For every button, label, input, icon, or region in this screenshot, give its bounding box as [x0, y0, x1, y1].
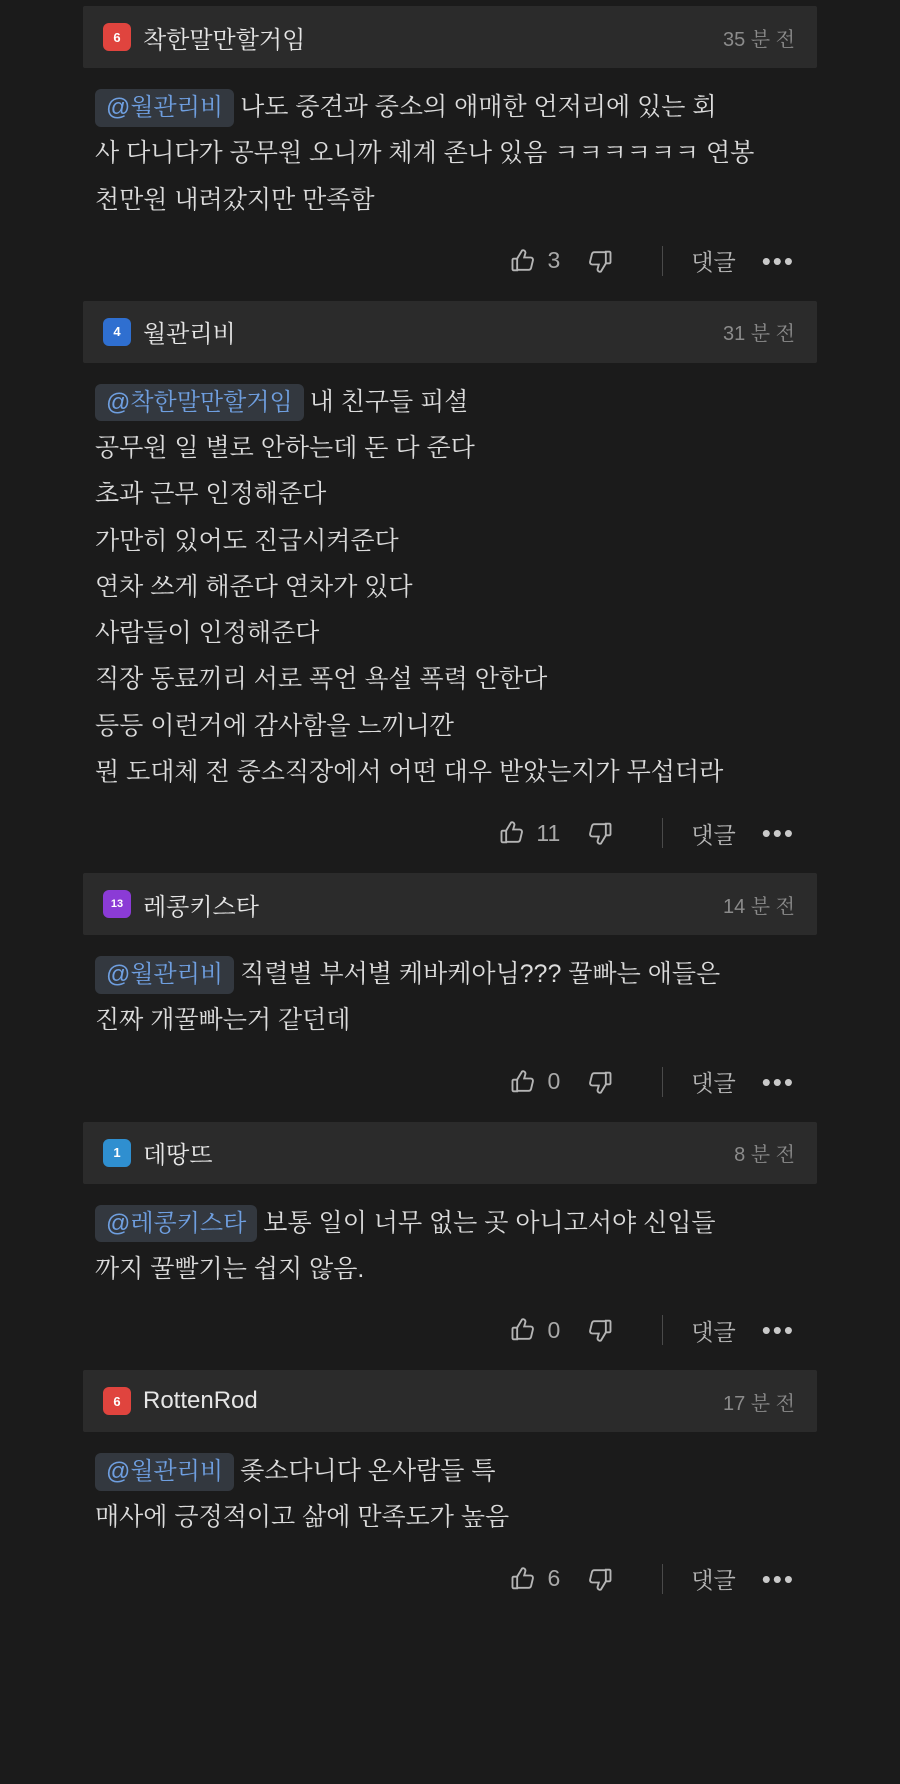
comment-timestamp: 17 분 전 — [723, 1392, 795, 1415]
mention-tag[interactable]: @레콩키스타 — [95, 1205, 257, 1243]
mention-tag[interactable]: @착한말만할거임 — [95, 384, 304, 422]
comment-text-line: 사람들이 인정해준다 — [95, 619, 320, 647]
reply-button[interactable]: 댓글 — [691, 1567, 736, 1593]
thumbs-up-icon — [509, 1316, 537, 1344]
user-level-badge-icon: 4 — [103, 318, 131, 346]
more-options-icon[interactable]: ••• — [761, 1066, 795, 1097]
comment-actions — [0, 1292, 817, 1356]
comment-author-group — [103, 314, 236, 349]
user-level-badge-icon: 1 — [103, 1139, 131, 1167]
comment-body — [0, 935, 900, 1044]
comment-timestamp: 31 분 전 — [723, 323, 795, 346]
comment-header[interactable] — [83, 1370, 817, 1432]
comment-text-line: 진짜 개꿀빠는거 같던데 — [95, 1006, 351, 1035]
comment-text-line: 매사에 긍정적이고 삶에 만족도가 높음 — [95, 1503, 510, 1532]
comment-text-line: 까지 꿀빨기는 쉽지 않음. — [95, 1254, 365, 1283]
comment-text-line: 직장 동료끼리 서로 폭언 욕설 폭력 안한다 — [95, 665, 548, 694]
more-options-icon[interactable]: ••• — [761, 818, 795, 848]
like-count: 0 — [547, 1316, 561, 1343]
comment-actions — [0, 1541, 817, 1605]
comment-item — [0, 301, 900, 859]
comment-author-name[interactable]: 레콩키스타 — [143, 893, 259, 921]
reply-button[interactable]: 댓글 — [691, 249, 736, 276]
like-button[interactable] — [509, 1068, 560, 1096]
comment-text-line: 내 친구들 피셜 — [309, 387, 469, 416]
user-level-badge-icon: 13 — [103, 890, 131, 918]
comment-item — [0, 873, 900, 1108]
like-button[interactable] — [498, 819, 560, 847]
like-button[interactable] — [509, 247, 560, 275]
thumbs-up-icon — [498, 819, 526, 847]
thumbs-down-icon — [586, 819, 614, 847]
like-count: 6 — [547, 1565, 561, 1591]
comment-text-line: 보통 일이 너무 없는 곳 아니고서야 신입들 — [263, 1208, 716, 1237]
dislike-button[interactable] — [586, 1316, 634, 1344]
user-level-badge-icon: 6 — [103, 23, 131, 51]
comment-item — [0, 1370, 900, 1605]
comment-author-name[interactable]: 데땅뜨 — [143, 1142, 213, 1169]
comment-body — [0, 1184, 900, 1293]
like-count: 0 — [547, 1068, 561, 1094]
comment-text-line: 천만원 내려갔지만 만족함 — [95, 185, 375, 214]
comment-text-line: 가만히 있어도 진급시켜준다 — [95, 526, 399, 555]
mention-tag[interactable]: @월관리비 — [95, 956, 234, 994]
comment-text-line: 초과 근무 인정해준다 — [95, 480, 327, 509]
comment-timestamp: 35 분 전 — [723, 28, 795, 51]
comment-text-line: 연차 쓰게 해준다 연차가 있다 — [95, 572, 413, 601]
thumbs-down-icon — [586, 1316, 614, 1344]
dislike-button[interactable] — [586, 1068, 634, 1096]
comment-author-group — [103, 887, 259, 922]
thumbs-up-icon — [509, 1068, 537, 1096]
thumbs-down-icon — [586, 1068, 614, 1096]
dislike-button[interactable] — [586, 819, 634, 847]
thumbs-up-icon — [509, 1565, 537, 1593]
reply-button[interactable]: 댓글 — [691, 1070, 736, 1096]
comment-actions — [0, 223, 817, 287]
comment-item — [0, 6, 900, 287]
like-button[interactable] — [509, 1565, 560, 1593]
like-count: 3 — [547, 247, 561, 274]
reply-button[interactable]: 댓글 — [691, 821, 736, 848]
action-divider — [662, 246, 663, 276]
comment-text-line: 직렬별 부서별 케바케아님??? 꿀빠는 애들은 — [240, 960, 721, 988]
dislike-button[interactable] — [586, 1565, 634, 1593]
comment-actions — [0, 1044, 817, 1108]
thumbs-down-icon — [586, 1565, 614, 1593]
comment-author-name[interactable]: RottenRod — [143, 1387, 258, 1414]
comment-actions — [0, 795, 817, 859]
comment-timestamp: 8 분 전 — [734, 1144, 795, 1166]
action-divider — [662, 818, 663, 848]
action-divider — [662, 1067, 663, 1097]
comment-text-line: 나도 중견과 중소의 애매한 언저리에 있는 회 — [240, 93, 717, 121]
comment-author-name[interactable]: 월관리비 — [143, 321, 236, 349]
more-options-icon[interactable]: ••• — [761, 1315, 795, 1345]
mention-tag[interactable]: @월관리비 — [95, 1453, 234, 1491]
comment-timestamp: 14 분 전 — [723, 895, 795, 918]
comment-header[interactable] — [83, 6, 817, 68]
dislike-button[interactable] — [586, 247, 634, 275]
user-level-badge-icon: 6 — [103, 1387, 131, 1415]
action-divider — [662, 1315, 663, 1345]
comment-body — [0, 68, 900, 223]
comment-item — [0, 1122, 900, 1357]
comment-text-line: 사 다니다가 공무원 오니까 체계 존나 있음 ㅋㅋㅋㅋㅋㅋ 연봉 — [95, 139, 755, 168]
action-divider — [662, 1564, 663, 1594]
reply-button[interactable]: 댓글 — [691, 1318, 736, 1345]
comment-text-line: 좆소다니다 온사람들 특 — [240, 1457, 496, 1485]
comment-header[interactable] — [83, 1122, 817, 1184]
comment-header[interactable] — [83, 873, 817, 935]
comment-body — [0, 1432, 900, 1541]
comment-author-group — [103, 1135, 213, 1170]
comment-text-line: 뭔 도대체 전 중소직장에서 어떤 대우 받았는지가 무섭더라 — [95, 757, 724, 786]
mention-tag[interactable]: @월관리비 — [95, 89, 234, 127]
thumbs-up-icon — [509, 247, 537, 275]
thumbs-down-icon — [586, 247, 614, 275]
more-options-icon[interactable]: ••• — [761, 1563, 795, 1594]
comment-body — [0, 363, 900, 795]
comment-text-line: 공무원 일 별로 안하는데 돈 다 준다 — [95, 434, 475, 462]
comment-header[interactable] — [83, 301, 817, 363]
like-count: 11 — [536, 819, 561, 846]
comment-author-group — [103, 20, 305, 55]
comment-author-group — [103, 1387, 258, 1415]
comment-text-line: 등등 이런거에 감사함을 느끼니깐 — [95, 711, 454, 740]
more-options-icon[interactable]: ••• — [761, 245, 795, 276]
like-button[interactable] — [509, 1316, 560, 1344]
comment-author-name[interactable]: 착한말만할거임 — [143, 26, 306, 54]
